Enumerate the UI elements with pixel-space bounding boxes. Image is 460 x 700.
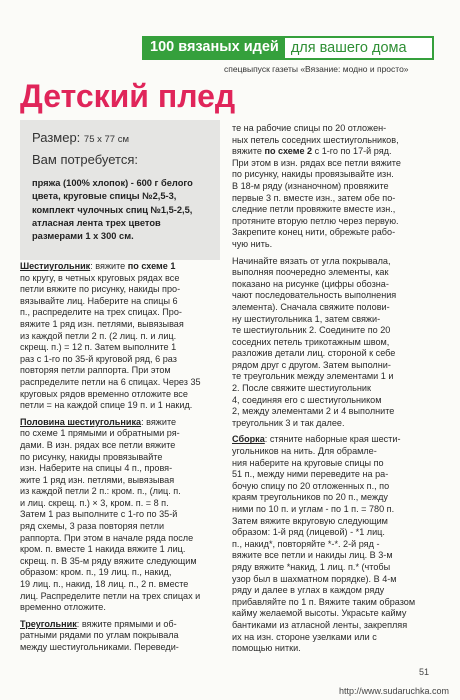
banner-right: для вашего дома [285, 36, 434, 60]
materials-box [20, 120, 220, 260]
header-banner [142, 36, 434, 60]
assembly-heading: Сборка [232, 434, 265, 445]
right-column: те на рабочие спицы по 20 отложен- ных петель соседних шестиугольников, вяжите по схеме 2 с 1-го по 17-й ряд. При этом в изн. рядах все петли вяжите по рисунку, накиды провязывайте изн. В 18-м ряду (изнаночном) провяжите первые 3 п. вместе изн., затем обе по- следние петли провяжите вместе изн., протяните вторую петлю через первую. Закрепите конец нити, обрежьте рабо- чую нить. Начинайте вязать от угла покрывала, выполняя поочередно элементы, как показано на рисунке (цифры обозна- чают последовательность выполнения элемента). Сначала свяжите полови- ну шестиугольника 1, затем свяжи- те шестиугольник 2. Соедините по 20 соседних петель трикотажным швом, разложив детали лиц. стороной к себе рядом друг с другом. Затем выполни- те треугольник между элементами 1 и 2. После свяжите шестиугольник 4, соединяя его с шестиугольником 2, между элементами 2 и 4 выполните треугольник 3 и так далее. Сборка: стяните наборные края шести- угольников на нить. Для обрамле- ния наберите на круговые спицы по 51 п., между ними переведите на ра- бочую спицу по 20 отложенных п., по краям треугольников по 20 п., между ними по 10 п. и углам - по 1 п. = 780 п. Затем вяжите вкруговую следующим образом: 1-й ряд (лицевой) - *1 лиц. п., накид*, повторяйте *-*. 2-й ряд - вяжите все петли и накиды лиц. В 3-м ряду вяжите *накид, 1 лиц. п.* (чтобы узор был в шахматном порядке). В 4-м ряду и далее в углах в каждом ряду прибавляйте по 1 п. Вяжите таким образом кайму желаемой высоты. Украсьте кайму бантиками из атласной ленты, закрепляя их на изн. стороне узелками или с помощью нитки. [232, 123, 416, 654]
left-column: Шестиугольник: вяжите по схеме 1 по кругу, в четных круговых рядах все петли вяжите по рисунку, накиды про- вязывайте лиц. Наберите на спицы 6 п., распределите на трех спицах. Про- вяжите 1 ряд изн. петлями, вывязывая из каждой петли 2 п. (2 лиц. п. и лиц. скрещ. п.) = 12 п. Затем выполните 1 раз с 1-го по 35-й круговой ряд, 6 раз повторяя петли раппорта. При этом распределите петли на 6 спицах. Через 35 круговых рядов временно отложите все петли = на каждой спице 19 п. и 1 накид. Половина шестиугольника: вяжите по схеме 1 прямыми и обратными ря- дами. В изн. рядах все петли вяжите по рисунку, накиды провязывайте изн. Наберите на спицы 4 п., провя- жите 1 ряд изн. петлями, вывязывая из каждой петли 2 п.: кром. п., (лиц. п. и лиц. скрещ. п.) × 3, кром. п. = 8 п. Затем 1 раз выполните с 1-го по 35-й ряд схемы, 3 раза повторяя петли раппорта. При этом в начале ряда после кром. п. вместе 1 накида вяжите 1 лиц. скрещ. п. В 35-м ряду вяжите следующим образом: кром. п., 19 лиц. п., накид, 19 лиц. п., накид, 18 лиц. п., 2 п. вместе лиц. Распределите петли на трех спицах и временно отложите. Треугольник: вяжите прямыми и об- ратными рядами по углам покрывала между шестиугольниками. Переведи- [20, 261, 201, 652]
header-subtitle: спецвыпуск газеты «Вязание: модно и просто» [224, 64, 409, 74]
triangle-heading: Треугольник [20, 618, 77, 629]
materials-text: пряжа (100% хлопок) - 600 г белого цвета, круговые спицы №2,5-3, комплект чулочных спиц №1,5-2,5, атласная лента трех цветов размерами 1 х 300 см. [32, 178, 193, 242]
half-hexagon-heading: Половина шестиугольника [20, 416, 142, 427]
scheme-2-ref: по схеме 2 [264, 146, 313, 157]
size-value: 75 х 77 см [83, 134, 130, 145]
page-title: Детский плед [20, 78, 236, 114]
size-line [32, 130, 129, 145]
watermark-url: http://www.sudaruchka.com [339, 686, 450, 696]
page-number: 51 [419, 667, 430, 677]
hexagon-heading: Шестиугольник [20, 261, 91, 271]
need-label: Вам потребуется: [32, 152, 138, 167]
banner-left: 100 вязаных идей [142, 36, 285, 60]
size-label: Размер: [32, 130, 81, 145]
